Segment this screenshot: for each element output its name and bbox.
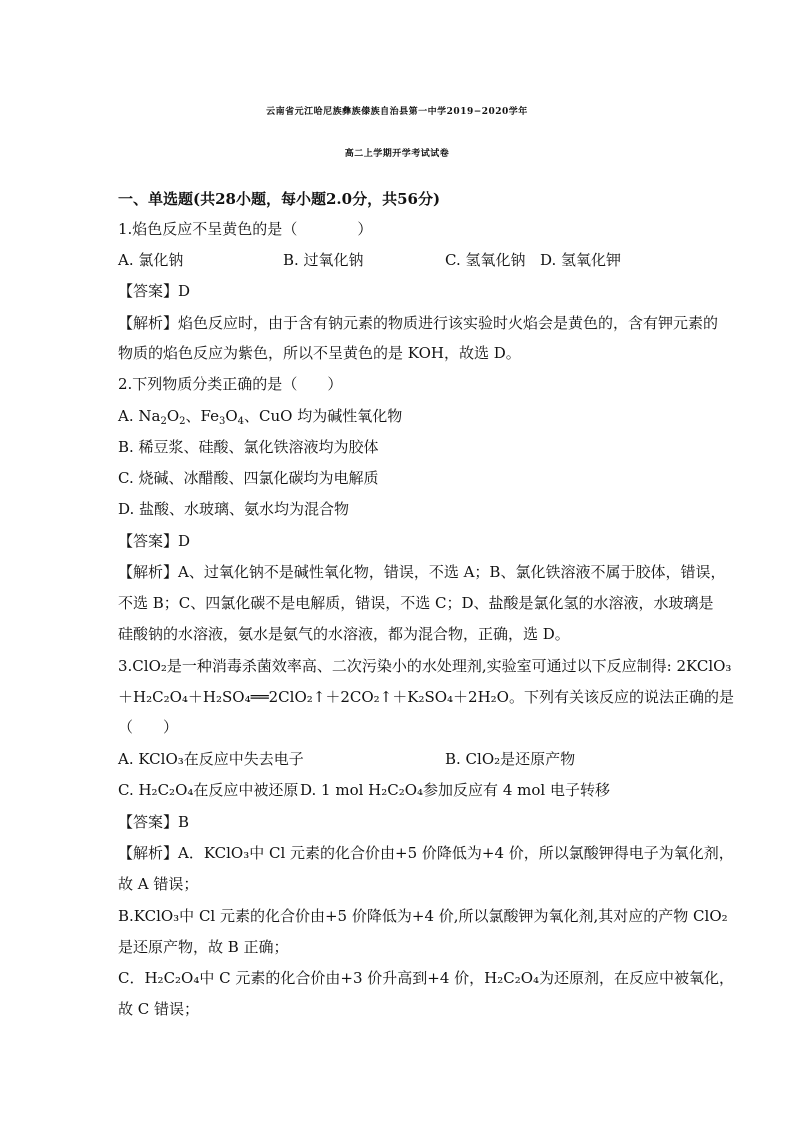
subscript: 2 <box>160 416 167 427</box>
q3-analysis-a-line2: 故 A 错误； <box>118 875 199 893</box>
q2-option-d: D. 盐酸、水玻璃、氨水均为混合物 <box>118 500 350 518</box>
q3-stem-line1: 3.ClO₂是一种消毒杀菌效率高、二次污染小的水处理剂,实验室可通过以下反应制得: 2KClO₃ <box>118 657 732 675</box>
subscript: 3 <box>218 416 226 427</box>
subscript: 2 <box>179 416 186 427</box>
q1-option-c: C. 氢氧化钠 <box>445 251 526 269</box>
q3-stem-line3: （ ） <box>118 718 179 736</box>
q2-option-a-text: 、CuO 均为碱性氧化物 <box>244 407 403 425</box>
q1-option-d: D. 氢氧化钾 <box>540 251 622 269</box>
q2-option-a-text: A. Na <box>118 407 161 425</box>
q3-analysis-b-line1: B.KClO₃中 Cl 元素的化合价由+5 价降低为+4 价,所以氯酸钾为氧化剂,其对应的产物 ClO₂ <box>118 907 728 925</box>
q1-stem: 1.焰色反应不呈黄色的是（ ） <box>118 220 373 238</box>
q2-option-a-text: O <box>166 407 180 425</box>
q3-analysis-a-line1: 【解析】A．KClO₃中 Cl 元素的化合价由+5 价降低为+4 价，所以氯酸钾得电子为氧化剂， <box>118 844 734 862</box>
section-heading: 一、单选题(共28小题，每小题2.0分，共56分) <box>118 190 441 208</box>
q2-analysis-line3: 硅酸钠的水溶液，氨水是氨气的水溶液，都为混合物，正确，选 D。 <box>118 625 570 643</box>
q3-option-b: B. ClO₂是还原产物 <box>445 750 576 768</box>
subscript: 4 <box>237 416 245 427</box>
q2-answer: 【答案】D <box>118 532 191 550</box>
q2-option-a-text: 、Fe <box>185 407 219 425</box>
q2-analysis-line1: 【解析】A、过氧化钠不是碱性氧化物，错误，不选 A；B、氯化铁溶液不属于胶体，错误， <box>118 563 726 581</box>
q3-option-c: C. H₂C₂O₄在反应中被还原 <box>118 781 299 799</box>
q2-option-c: C. 烧碱、冰醋酸、四氯化碳均为电解质 <box>118 469 379 487</box>
q2-option-a <box>118 405 402 426</box>
q1-answer: 【答案】D <box>118 282 191 300</box>
q3-stem-line2: ＋H₂C₂O₄＋H₂SO₄══2ClO₂↑＋2CO₂↑＋K₂SO₄＋2H₂O。下列有关该反应的说法正确的是 <box>118 688 734 706</box>
q2-option-b: B. 稀豆浆、硅酸、氯化铁溶液均为胶体 <box>118 438 379 456</box>
q1-option-a: A. 氯化钠 <box>118 251 184 269</box>
q3-analysis-c-line2: 故 C 错误； <box>118 1000 200 1018</box>
q2-option-a-text: O <box>225 407 238 425</box>
q3-answer: 【答案】B <box>118 813 190 831</box>
q1-analysis-line1: 【解析】焰色反应时，由于含有钠元素的物质进行该实验时火焰会是黄色的，含有钾元素的 <box>118 314 719 332</box>
q3-analysis-b-line2: 是还原产物，故 B 正确； <box>118 938 289 956</box>
q3-option-d: D. 1 mol H₂C₂O₄参加反应有 4 mol 电子转移 <box>300 781 610 799</box>
doc-title-line1: 云南省元江哈尼族彝族傣族自治县第一中学2019−2020学年 <box>266 107 528 117</box>
q2-stem: 2.下列物质分类正确的是（ ） <box>118 375 343 393</box>
q3-option-a: A. KClO₃在反应中失去电子 <box>118 750 304 768</box>
q3-analysis-c-line1: C．H₂C₂O₄中 C 元素的化合价由+3 价升高到+4 价，H₂C₂O₄为还原剂，在反应中被氧化， <box>118 969 735 987</box>
q2-analysis-line2: 不选 B；C、四氯化碳不是电解质，错误，不选 C；D、盐酸是氯化氢的水溶液，水玻璃是 <box>118 594 714 612</box>
q1-option-b: B. 过氧化钠 <box>283 251 364 269</box>
q1-analysis-line2: 物质的焰色反应为紫色，所以不呈黄色的是 KOH，故选 D。 <box>118 344 521 362</box>
doc-title-line2: 高二上学期开学考试试卷 <box>344 149 450 159</box>
